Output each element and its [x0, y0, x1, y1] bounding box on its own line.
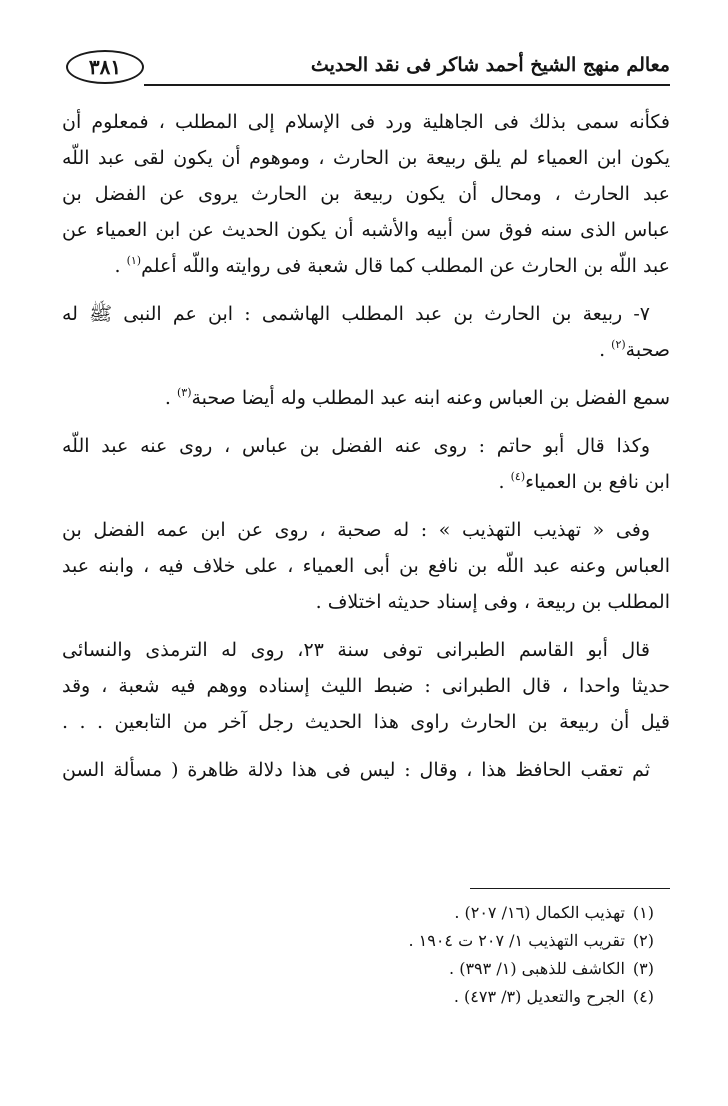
text-line [62, 464, 670, 500]
page-number-text: ٣٨١ [88, 55, 122, 79]
footnote-marker: (٤) [632, 987, 654, 1006]
text-line: وكذا قال أبو حاتم : روى عنه الفضل بن عباس ، روى عنه عبد اللّه [62, 435, 650, 457]
paragraph-4 [62, 428, 670, 500]
text-line [62, 380, 670, 416]
text-line: يكون ابن العمياء لم يلق ربيعة بن الحارث ، وموهوم أن يكون لقى عبد اللّه [62, 147, 670, 169]
footnote [94, 899, 654, 927]
footnote-marker: (١) [632, 903, 654, 922]
text-span: صحبة [625, 339, 670, 361]
text-span: . [599, 339, 612, 361]
page-number [66, 50, 144, 84]
text-line: ٧- ربيعة بن الحارث بن عبد المطلب الهاشمى : ابن عم النبى ﷺ له [62, 303, 650, 325]
footnote [94, 955, 654, 983]
text-line: قيل أن ربيعة بن الحارث راوى هذا الحديث رجل آخر من التابعين . . . [62, 711, 670, 733]
text-line [62, 332, 670, 368]
paragraph-2 [62, 296, 670, 368]
footnotes [94, 899, 654, 1011]
paragraph-7 [62, 752, 670, 788]
paragraph-5 [62, 512, 670, 620]
body-text [62, 104, 670, 800]
text-line: ثم تعقب الحافظ هذا ، وقال : ليس فى هذا دلالة ظاهرة ( مسألة السن [62, 759, 650, 781]
footnote-rule [470, 888, 670, 889]
text-line: العباس وعنه عبد اللّه بن نافع بن أبى العمياء ، على خلاف فيه ، وابنه عبد [62, 555, 670, 577]
footnote-ref[interactable]: (١) [126, 254, 142, 267]
paragraph-1 [62, 104, 670, 284]
running-title: معالم منهج الشيخ أحمد شاكر فى نقد الحديث [310, 54, 670, 76]
footnote-text: الجرح والتعديل (٣/ ٤٧٣) . [453, 987, 625, 1006]
footnote-marker: (٣) [632, 959, 654, 978]
header-rule [144, 84, 670, 86]
footnote-text: تقريب التهذيب ١/ ٢٠٧ ت ١٩٠٤ . [408, 931, 625, 950]
text-line [62, 248, 670, 284]
footnote-text: الكاشف للذهبى (١/ ٣٩٣) . [449, 959, 625, 978]
text-span: . [164, 387, 177, 409]
footnote [94, 927, 654, 955]
paragraph-3 [62, 380, 670, 416]
text-line: وفى « تهذيب التهذيب » : له صحبة ، روى عن ابن عمه الفضل بن [62, 519, 650, 541]
text-line: فكأنه سمى بذلك فى الجاهلية ورد فى الإسلام إلى المطلب ، فمعلوم أن [62, 111, 670, 133]
footnote [94, 983, 654, 1011]
footnote-ref[interactable]: (٢) [611, 338, 626, 351]
footnote-ref[interactable]: (٤) [510, 470, 526, 483]
text-line: قال أبو القاسم الطبرانى توفى سنة ٢٣، روى له الترمذى والنسائى [62, 639, 651, 661]
page-header [62, 50, 670, 90]
footnote-text: تهذيب الكمال (١٦/ ٢٠٧) . [454, 903, 625, 922]
text-line: المطلب بن ربيعة ، وفى إسناد حديثه اختلاف . [315, 591, 670, 613]
text-span: سمع الفضل بن العباس وعنه ابنه عبد المطلب وله أيضا صحبة [191, 387, 670, 409]
text-span: . [498, 471, 511, 493]
footnote-ref[interactable]: (٣) [176, 386, 192, 399]
text-span: . [114, 255, 127, 277]
text-span: عبد اللّه بن الحارث عن المطلب كما قال شعبة فى روايته واللّه أعلم [141, 255, 670, 277]
text-span: ابن نافع بن العمياء [525, 471, 670, 493]
footnote-marker: (٢) [632, 931, 654, 950]
text-line: عبد الحارث ، ومحال أن يكون ربيعة بن الحارث يروى عن الفضل بن [62, 183, 670, 205]
text-line: حديثا واحدا ، قال الطبرانى : ضبط الليث إسناده ووهم فيه شعبة ، وقد [62, 675, 670, 697]
text-line: عباس الذى سنه فوق سن أبيه والأشبه أن يكون الحديث عن ابن العمياء عن [62, 219, 670, 241]
paragraph-6 [62, 632, 670, 740]
